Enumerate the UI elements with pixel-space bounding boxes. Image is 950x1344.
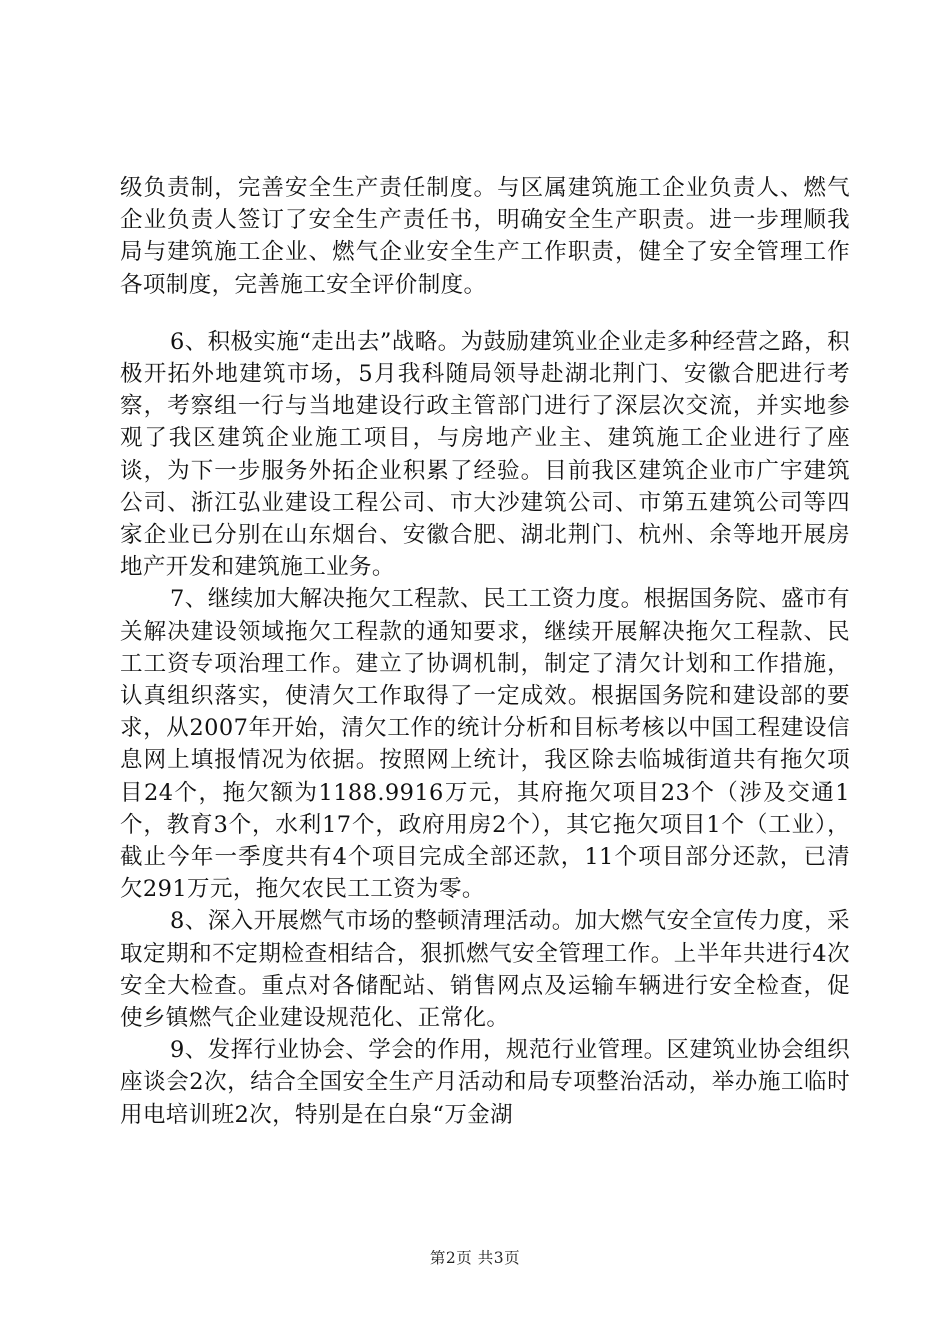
paragraph-item-7: 7、继续加大解决拖欠工程款、民工工资力度。根据国务院、盛市有关解决建设领域拖欠工程款的通知要求，继续开展解决拖欠工程款、民工工资专项治理工作。建立了协调机制，制定了清欠计划和工作措施，认真组织落实，使清欠工作取得了一定成效。根据国务院和建设部的要求，从2007年开始，清欠工作的统计分析和目标考核以中国工程建设信息网上填报情况为依据。按照网上统计，我区除去临城街道共有拖欠项目24个，拖欠额为1188.9916万元，其府拖欠项目23个（涉及交通1个，教育3个，水利17个，政府用房2个），其它拖欠项目1个（工业），截止今年一季度共有4个项目完成全部还款，11个项目部分还款，已清欠291万元，拖欠农民工工资为零。 [120,586,850,903]
paragraph-item-8: 8、深入开展燃气市场的整顿清理活动。加大燃气安全宣传力度，采取定期和不定期检查相结合，狠抓燃气安全管理工作。上半年共进行4次安全大检查。重点对各储配站、销售网点及运输车辆进行安全检查，促使乡镇燃气企业建设规范化、正常化。 [120,908,850,1032]
document-body [120,172,850,1131]
paragraph-spacer [120,301,850,326]
paragraph-item-9: 9、发挥行业协会、学会的作用，规范行业管理。区建筑业协会组织座谈会2次，结合全国安全生产月活动和局专项整治活动，举办施工临时用电培训班2次，特别是在白泉“万金湖 [120,1037,850,1128]
paragraph-item-6: 6、积极实施“走出去”战略。为鼓励建筑业企业走多种经营之路，积极开拓外地建筑市场，5月我科随局领导赴湖北荆门、安徽合肥进行考察，考察组一行与当地建设行政主管部门进行了深层次交流，并实地参观了我区建筑企业施工项目，与房地产业主、建筑施工企业进行了座谈，为下一步服务外拓企业积累了经验。目前我区建筑企业市广宇建筑公司、浙江弘业建设工程公司、市大沙建筑公司、市第五建筑公司等四家企业已分别在山东烟台、安徽合肥、湖北荆门、杭州、余等地开展房地产开发和建筑施工业务。 [120,328,850,581]
paragraph-continued: 级负责制，完善安全生产责任制度。与区属建筑施工企业负责人、燃气企业负责人签订了安全生产责任书，明确安全生产职责。进一步理顺我局与建筑施工企业、燃气企业安全生产工作职责，健全了安全管理工作各项制度，完善施工安全评价制度。 [120,175,850,298]
page-number-footer: 第2页 共3页 [429,1249,521,1267]
